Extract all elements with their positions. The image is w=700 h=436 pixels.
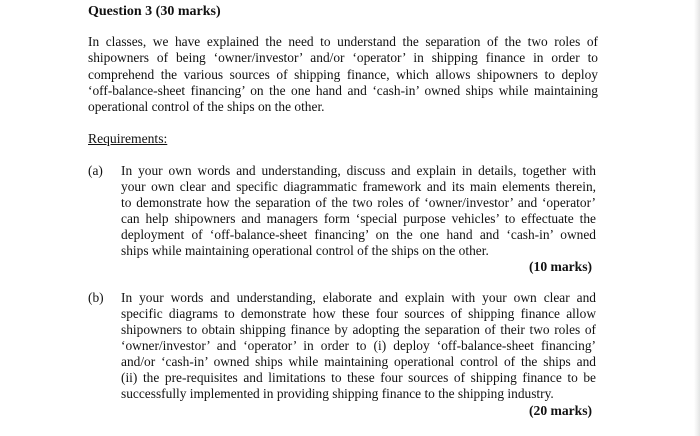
intro-line: In classes, we have explained the need to understand the separation of the two roles of [88, 34, 598, 49]
page-edge-shadow [694, 0, 700, 436]
intro-line: comprehend the various sources of shipping finance, which allows shipowners to deploy [88, 66, 598, 82]
item-b-line: (ii) the pre-requisites and limitations to these four sources of shipping finance to be [121, 370, 596, 385]
intro-line: ‘off-balance-sheet financing’ on the one hand and ‘cash-in’ owned ships while maintaining [88, 82, 598, 98]
intro-line: operational control of the ships on the other. [88, 99, 325, 115]
item-b-label: (b) [88, 290, 104, 305]
intro-line: shipowners of being ‘owner/investor’ and/or ‘operator’ in shipping finance in order to [88, 50, 598, 66]
item-a-line: to demonstrate how the separation of the two roles of ‘owner/investor’ and ‘operator’ [121, 195, 596, 210]
item-a-line: your own clear and specific diagrammatic framework and its main elements therein, [121, 179, 596, 194]
item-a-line: In your own words and understanding, discuss and explain in details, together with [121, 163, 596, 178]
item-b-line: and/or ‘cash-in’ owned ships while maintaining operational control of the ships and [121, 354, 596, 369]
question-title: Question 3 (30 marks) [88, 4, 221, 19]
item-b-line: successfully implemented in providing shipping finance to the shipping industry. [121, 386, 554, 401]
item-b-marks: (20 marks) [529, 403, 593, 418]
item-a-line: ships while maintaining operational control of the ships on the other. [121, 243, 489, 258]
item-a-line: can help shipowners and managers form ‘special purpose vehicles’ to effectuate the [121, 211, 596, 226]
item-a-line: deployment of ‘off-balance-sheet financing’ on the one hand and ‘cash-in’ owned [121, 227, 596, 242]
item-b-body [121, 290, 596, 402]
item-b-line: ‘owner/investor’ and ‘operator’ in order to (i) deploy ‘off-balance-sheet financing’ [121, 338, 596, 353]
item-b-line: In your words and understanding, elaborate and explain with your own clear and [121, 290, 596, 305]
intro-paragraph [88, 34, 598, 115]
item-b-line: specific diagrams to demonstrate how these four sources of shipping finance allow [121, 306, 596, 321]
item-a-label: (a) [88, 163, 103, 178]
item-a-body [121, 163, 596, 259]
requirements-heading: Requirements: [88, 131, 168, 146]
item-b-line: shipowners to obtain shipping finance by adopting the separation of their two roles of [121, 322, 596, 337]
item-a-marks: (10 marks) [529, 259, 593, 274]
